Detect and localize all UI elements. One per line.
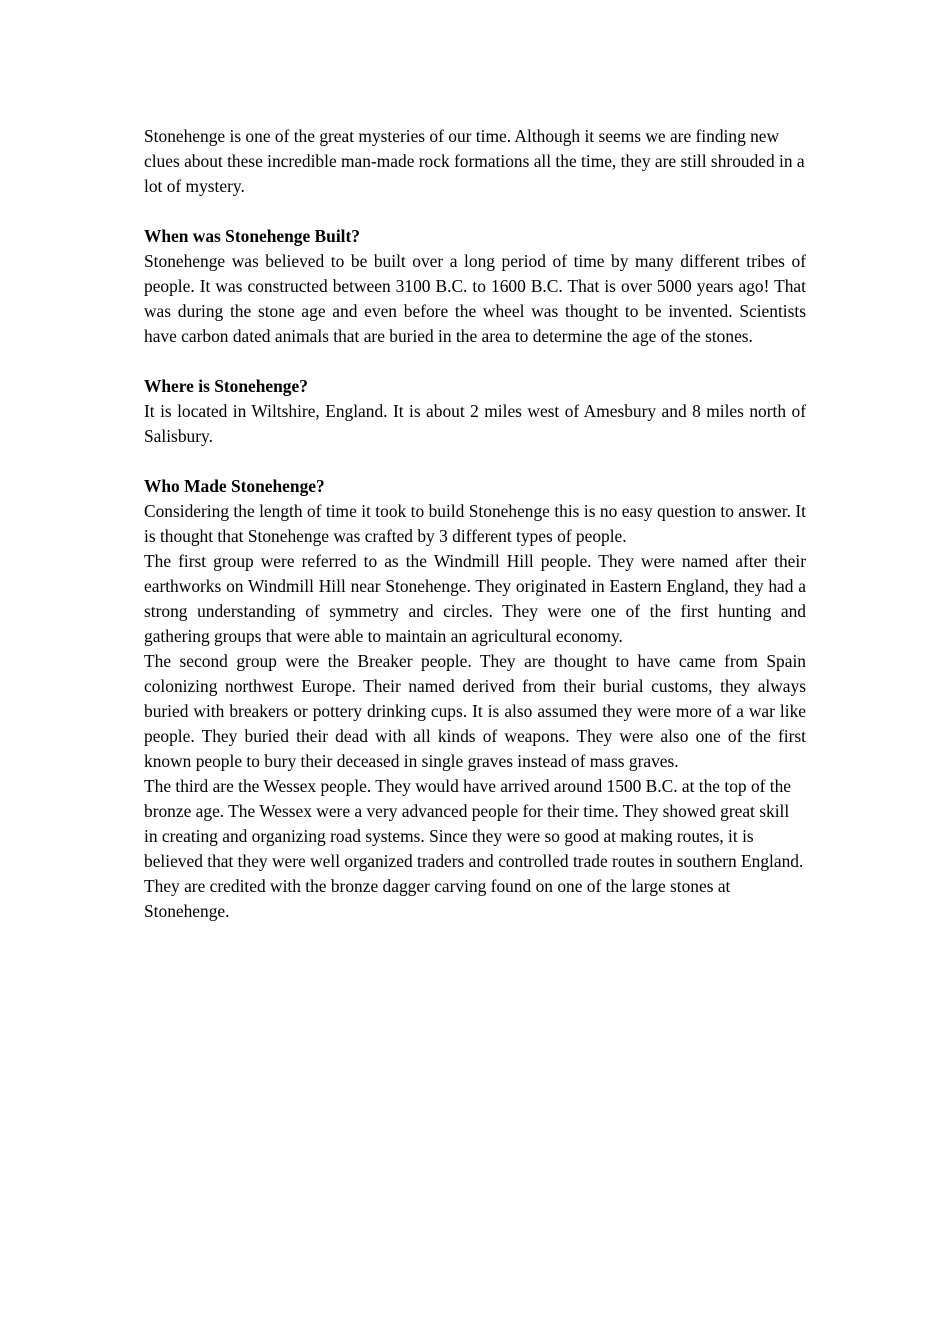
paragraph-where: It is located in Wiltshire, England. It is about 2 miles west of Amesbury and 8 miles north of Salisbury. [144, 401, 806, 446]
spacer [144, 349, 806, 374]
section-heading-when-built: When was Stonehenge Built? [144, 226, 360, 246]
spacer [144, 449, 806, 474]
paragraph-who-made-intro: Considering the length of time it took to build Stonehenge this is no easy question to answer. It is thought that Stonehenge was crafted by 3 different types of people. [144, 501, 806, 546]
section-heading-where: Where is Stonehenge? [144, 376, 308, 396]
spacer [144, 199, 806, 224]
document-page [144, 124, 806, 924]
intro-paragraph: Stonehenge is one of the great mysteries of our time. Although it seems we are finding new clues about these incredible man-made rock formations all the time, they are still shrouded in a lot of mystery. [144, 126, 805, 196]
paragraph-windmill-hill-people: The first group were referred to as the Windmill Hill people. They were named after their earthworks on Windmill Hill near Stonehenge. They originated in Eastern England, they had a strong understanding of symmetry and circles. They were one of the first hunting and gathering groups that were able to maintain an agricultural economy. [144, 551, 806, 646]
paragraph-wessex-people: The third are the Wessex people. They would have arrived around 1500 B.C. at the top of the bronze age. The Wessex were a very advanced people for their time. They showed great skill in creating and organizing road systems. Since they were so good at making routes, it is believed that they were well organized traders and controlled trade routes in southern England. They are credited with the bronze dagger carving found on one of the large stones at Stonehenge. [144, 776, 804, 921]
paragraph-breaker-people: The second group were the Breaker people. They are thought to have came from Spain colonizing northwest Europe. Their named derived from their burial customs, they always buried with breakers or pottery drinking cups. It is also assumed they were more of a war like people. They buried their dead with all kinds of weapons. They were also one of the first known people to bury their deceased in single graves instead of mass graves. [144, 651, 806, 771]
paragraph-when-built: Stonehenge was believed to be built over a long period of time by many different tribes of people. It was constructed between 3100 B.C. to 1600 B.C. That is over 5000 years ago! That was during the stone age and even before the wheel was thought to be invented. Scientists have carbon dated animals that are buried in the area to determine the age of the stones. [144, 251, 806, 346]
section-heading-who-made: Who Made Stonehenge? [144, 476, 325, 496]
